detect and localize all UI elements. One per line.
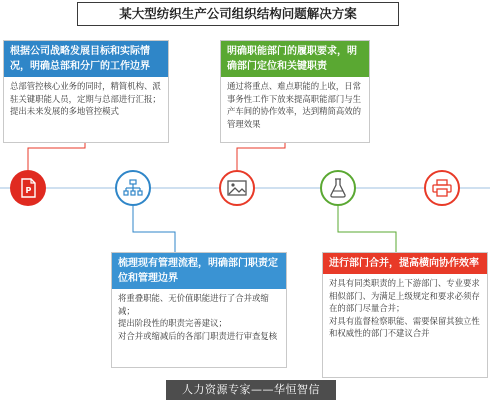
card-2 — [220, 40, 370, 143]
card-4 — [322, 252, 488, 378]
card-1-heading: 根据公司战略发展目标和实际情况，明确总部和分厂的工作边界 — [4, 41, 168, 77]
org-chart-icon — [115, 170, 151, 206]
card-2-body — [221, 77, 369, 133]
card-1-line: 提出未来发展的多地管控模式 — [10, 106, 119, 117]
card-3-line: 提出阶段性的职责完善建议； — [118, 318, 227, 329]
card-4-heading: 进行部门合并，提高横向协作效率 — [323, 253, 487, 274]
card-4-body — [323, 274, 487, 343]
card-1-body — [4, 77, 168, 121]
document-icon — [10, 170, 46, 206]
card-3-heading: 梳理现有管理流程，明确部门职责定位和管理边界 — [112, 253, 286, 289]
svg-text:P: P — [25, 186, 32, 195]
flask-icon — [320, 170, 356, 206]
card-3 — [111, 252, 287, 368]
link-card4 — [338, 206, 396, 252]
card-1 — [3, 40, 169, 143]
footer-brand: 人力资源专家——华恒智信 — [166, 380, 336, 400]
printer-icon — [424, 170, 460, 206]
card-3-body — [112, 289, 286, 345]
card-2-heading: 明确职能部门的履职要求，明确部门定位和关键职责 — [221, 41, 369, 77]
card-1-line: 总部管控核心业务的同时，精简机构、派驻关键职能人员，定期与总部进行汇报； — [10, 81, 161, 104]
image-icon — [219, 170, 255, 206]
card-3-line: 对合并或缩减后的各部门职责进行审查复核 — [118, 330, 278, 341]
card-2-line: 通过将重点、难点职能的上收，日常事务性工作下放来提高职能部门与生产车间的协作效率，达到精简高效的管理效果 — [227, 81, 361, 129]
card-4-line: 对具有监督检察职能、需要保留其独立性和权威性的部门不建议合并 — [329, 315, 480, 339]
card-4-line: 对具有同类职责的上下游部门、专业要求相似部门、为满足上级规定和要求必须存在的部门尽量合并； — [329, 278, 480, 314]
link-card1 — [28, 142, 85, 170]
link-card2 — [237, 142, 285, 170]
link-card3 — [133, 206, 175, 252]
diagram-title: 某大型纺织生产公司组织结构问题解决方案 — [77, 2, 399, 26]
card-3-line: 将重叠职能、无价值职能进行了合并或缩减； — [118, 293, 269, 316]
